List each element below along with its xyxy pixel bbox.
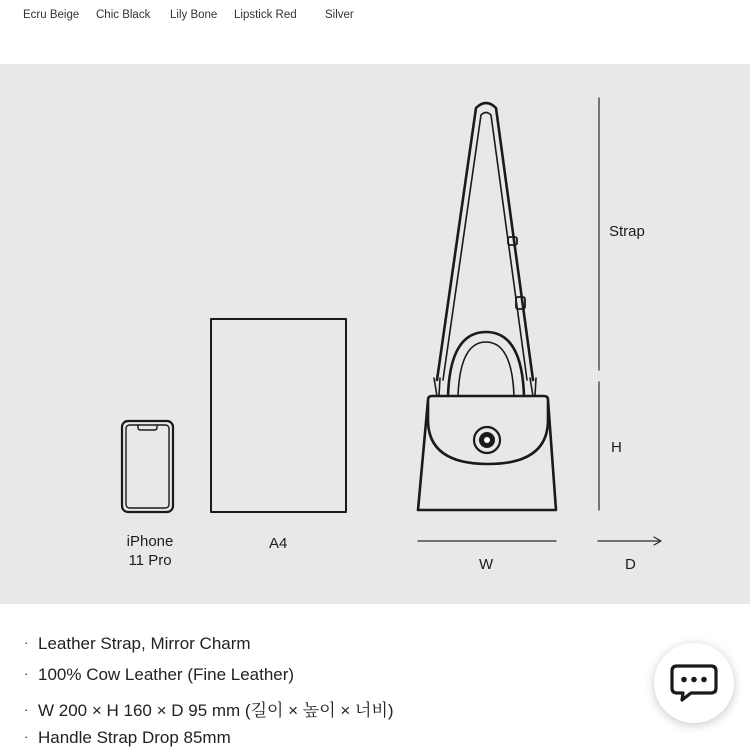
color-option-chic-black[interactable]: Chic Black — [96, 9, 151, 21]
iphone-label — [110, 532, 190, 570]
spec-list — [0, 604, 750, 750]
strap-dimension-label: Strap — [609, 223, 645, 240]
spec-item — [24, 665, 294, 685]
height-dimension-label: H — [611, 439, 622, 456]
color-option-silver[interactable]: Silver — [325, 9, 354, 21]
width-dimension-label: W — [479, 556, 494, 573]
chat-button[interactable] — [654, 643, 734, 723]
iphone-outline — [122, 421, 173, 512]
iphone-label-line1: iPhone — [126, 533, 174, 550]
spec-item — [24, 634, 251, 654]
a4-label: A4 — [269, 535, 288, 552]
spec-text: Handle Strap Drop 85mm — [38, 728, 231, 747]
color-option-lipstick-red[interactable]: Lipstick Red — [234, 9, 297, 21]
chat-bubble-icon — [669, 662, 719, 704]
spec-text: 100% Cow Leather (Fine Leather) — [38, 665, 295, 684]
bag-outline — [418, 103, 556, 510]
spec-text: W 200 × H 160 × D 95 mm (길이 × 높이 × 너비) — [38, 701, 394, 720]
depth-dimension-label: D — [625, 556, 636, 573]
bullet: · — [24, 729, 29, 744]
spec-text: Leather Strap, Mirror Charm — [38, 634, 251, 653]
color-option-ecru-beige[interactable]: Ecru Beige — [23, 9, 80, 21]
a4-sheet-outline — [211, 319, 346, 512]
size-comparison-drawing — [0, 64, 750, 604]
spec-item — [24, 696, 394, 721]
color-option-lily-bone[interactable]: Lily Bone — [170, 9, 218, 21]
bullet: · — [24, 635, 29, 650]
dimension-lines — [418, 98, 661, 545]
bullet: · — [24, 702, 29, 717]
size-comparison-panel — [0, 64, 750, 604]
bullet: · — [24, 666, 29, 681]
iphone-label-line2: 11 Pro — [128, 552, 172, 569]
spec-item — [24, 728, 231, 748]
color-options — [0, 0, 750, 64]
